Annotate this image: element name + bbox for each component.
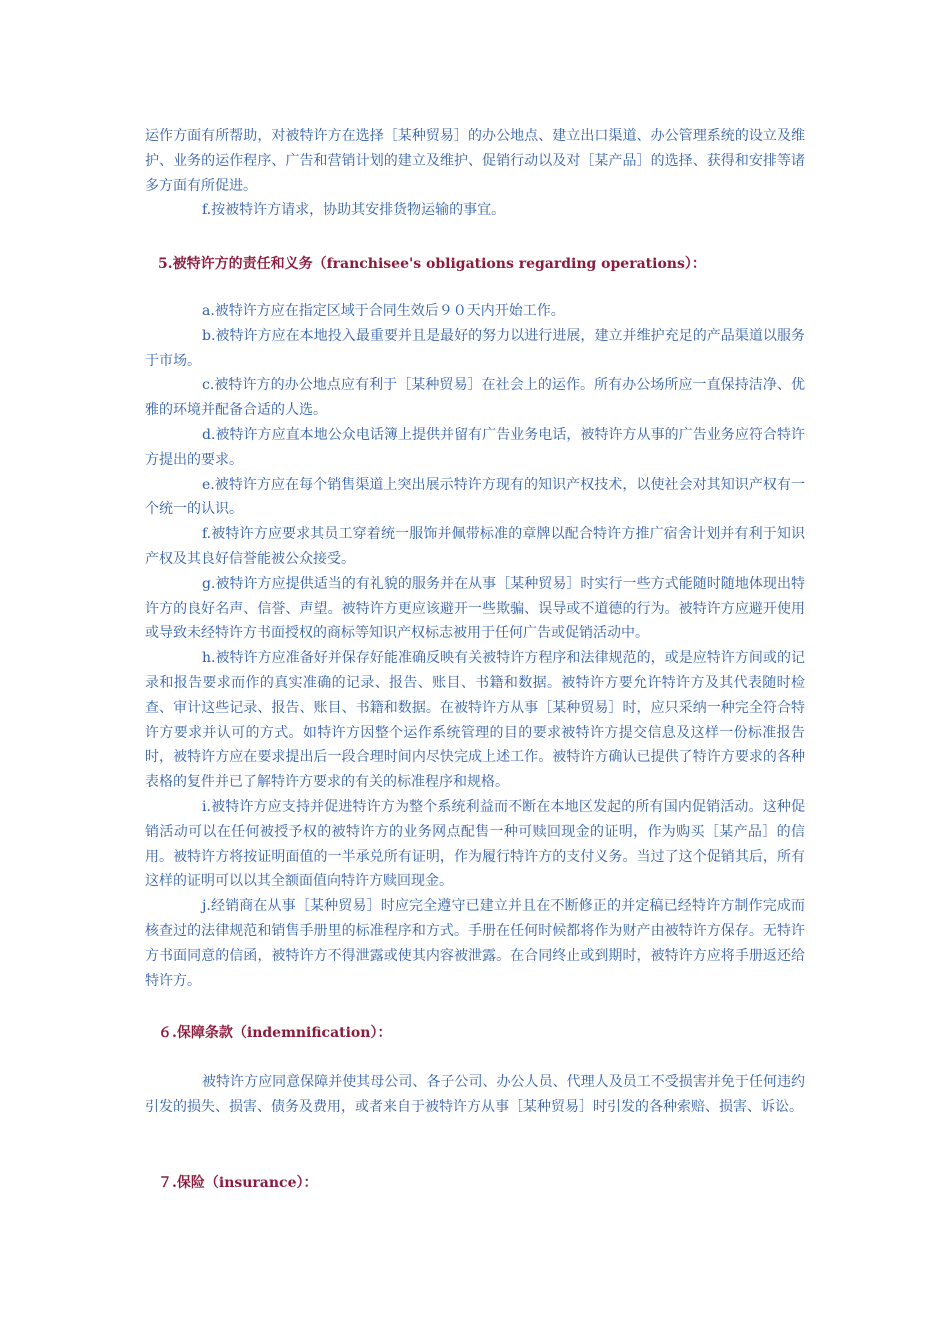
section5-item-i: i.被特许方应支持并促进特许方为整个系统利益而不断在本地区发起的所有国内促销活动。这种促销活动可以在任何被授予权的被特许方的业务网点配售一种可赎回现金的证明，作为购买［某产品］的信用。被特许方将按证明面值的一半承兑所有证明，作为履行特许方的支付义务。当过了这个促销其后，所有这样的证明可以以其全额面值向特许方赎回现金。	[145, 798, 805, 890]
section6-block	[145, 1070, 805, 1120]
section5-item-e: e.被特许方应在每个销售渠道上突出展示特许方现有的知识产权技术，以使社会对其知识产权有一个统一的认识。	[145, 476, 805, 518]
intro-item-f: f.按被特许方请求，协助其安排货物运输的事宜。	[202, 202, 506, 219]
section5-item-c: c.被特许方的办公地点应有利于［某种贸易］在社会上的运作。所有办公场所应一直保持洁净、优雅的环境并配备合适的人选。	[145, 377, 805, 419]
section5-item-d: d.被特许方应直本地公众电话簿上提供并留有广告业务电话，被特许方从事的广告业务应符合特许方提出的要求。	[145, 426, 805, 468]
section6-heading: ６.保障条款（indemnification）：	[158, 1025, 392, 1041]
section5-item-g: g.被特许方应提供适当的有礼貌的服务并在从事［某种贸易］时实行一些方式能随时随地体现出特许方的良好名声、信誉、声望。被特许方更应该避开一些欺骗、误导或不道德的行为。被特许方应避开使用或导致未经特许方书面授权的商标等知识产权标志被用于任何广告或促销活动中。	[145, 575, 805, 642]
section5-heading: 5.被特许方的责任和义务（franchisee's obligations regarding operations）：	[158, 256, 706, 272]
section7-heading: ７.保险（insurance）：	[158, 1175, 318, 1191]
section5-item-a: a.被特许方应在指定区域于合同生效后９０天内开始工作。	[202, 303, 565, 319]
section6-body: 被特许方应同意保障并使其母公司、各子公司、办公人员、代理人及员工不受损害并免于任何违约引发的损失、损害、债务及费用，或者来自于被特许方从事［某种贸易］时引发的各种索赔、损害、诉讼。	[145, 1074, 805, 1115]
intro-continuation: 运作方面有所帮助，对被特许方在选择［某种贸易］的办公地点、建立出口渠道、办公管理系统的设立及维护、业务的运作程序、广告和营销计划的建立及维护、促销行动以及对［某产品］的选择、获得和安排等诸多方面有所促进。	[145, 128, 805, 194]
section5-item-b: b.被特许方应在本地投入最重要并且是最好的努力以进行进展，建立并维护充足的产品渠道以服务于市场。	[145, 327, 805, 369]
section5-items	[145, 299, 805, 993]
intro-block	[145, 124, 805, 223]
section5-item-h: h.被特许方应准备好并保存好能准确反映有关被特许方程序和法律规范的，或是应特许方间或的记录和报告要求而作的真实准确的记录、报告、账目、书籍和数据。被特许方要允许特许方及其代表随时检查、审计这些记录、报告、账目、书籍和数据。在被特许方从事［某种贸易］时，应只采纳一种完全符合特许方要求并认可的方式。如特许方因整个运作系统管理的目的要求被特许方提交信息及这样一份标准报告时，被特许方应在要求提出后一段合理时间内尽快完成上述工作。被特许方确认已提供了特许方要求的各种表格的复件并已了解特许方要求的有关的标准程序和规格。	[145, 650, 805, 791]
section5-item-j: j.经销商在从事［某种贸易］时应完全遵守已建立并且在不断修正的并定稿已经特许方制作完成而核查过的法律规范和销售手册里的标准程序和方式。手册在任何时候都将作为财产由被特许方保存。无特许方书面同意的信函，被特许方不得泄露或使其内容被泄露。在合同终止或到期时，被特许方应将手册返还给特许方。	[145, 898, 805, 989]
section5-item-f: f.被特许方应要求其员工穿着统一服饰并佩带标准的章牌以配合特许方推广宿舍计划并有利于知识产权及其良好信誉能被公众接受。	[145, 526, 805, 567]
